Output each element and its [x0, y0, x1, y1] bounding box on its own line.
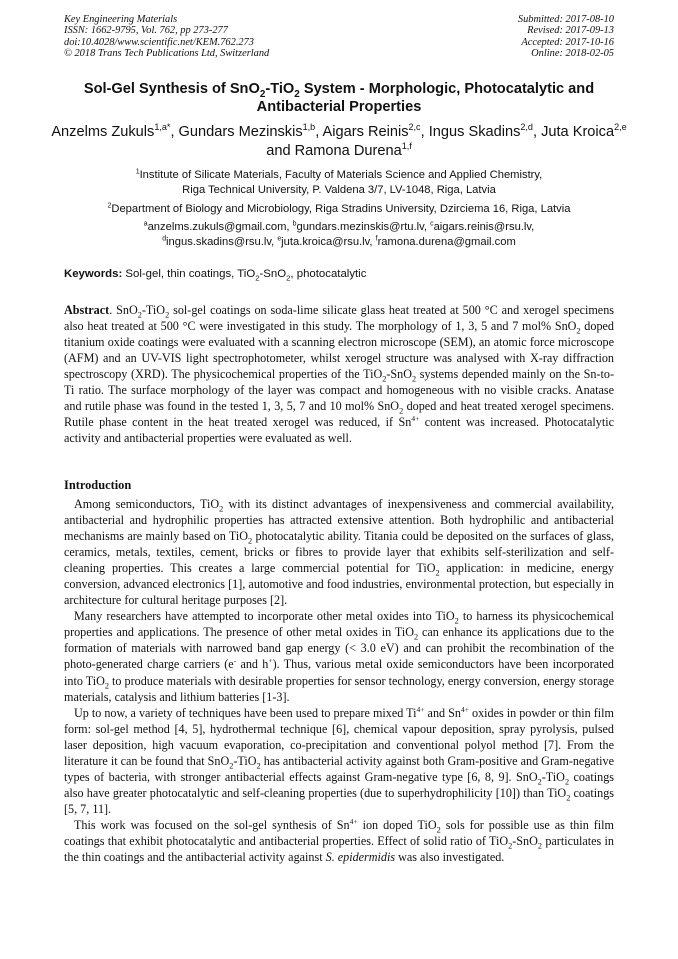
- paragraph: This work was focused on the sol-gel synthesis of $Sn^{4+}$ ion doped TiO$_2$ sols for possible use as thin film coatings that exhibit photocatalytic and antibacterial properties. Effect of solid ratio of TiO$_2$-SnO$_2$ particulates in the thin coatings and the antibacterial activity against S. epidermidis was also investigated.: [64, 816, 615, 865]
- publication-dates: [518, 14, 614, 59]
- online-date: Online: 2018-02-05: [531, 47, 614, 59]
- author: Ingus Skadins: [428, 124, 521, 140]
- author: Aigars Reinis: [322, 124, 409, 140]
- paper-title: Sol-Gel Synthesis of SnO$_2$-TiO$_2$ System - Morphologic, Photocatalytic and Antibacterial Properties: [83, 81, 595, 115]
- paragraph: Many researchers have attempted to incorporate other metal oxides into TiO$_2$ to harness its physicochemical properties and applications. The presence of other metal oxides in TiO$_2$ can enhance its applications due to the formation of materials with narrowed band gap energy (< 3.0 eV) and can prohibit the recombination of the photo-generated charge carriers (e- and h+). Thus, various metal oxide semiconductors have been incorporated into TiO$_2$ to produce materials with desirable properties for sensor technology, energy conversion, energy storage materials, catalysis and lithium batteries [1-3].: [64, 609, 614, 704]
- journal-info: [64, 14, 269, 59]
- affiliation-2: $^2$Department of Biology and Microbiology, Riga Stradins University, Dzirciema 16, Riga, Latvia: [107, 202, 571, 215]
- email-link[interactable]: ramona.durena@gmail.com: [377, 236, 516, 248]
- paragraph: Among semiconductors, TiO$_2$ with its distinct advantages of inexpensiveness and commercial availability, antibacterial and hydrophilic properties has attracted extensive attention. Both hydrophilic and antibacterial mechanisms are mainly based on TiO$_2$ photocatalytic ability. Titania could be deposited on the surfaces of glass, ceramics, metals, textiles, cement, bricks or fibres to provide layer that exhibits self-sterilization and self-cleaning properties. This creates a large commercial potential for TiO$_2$ application: in medicine, energy conversion, advanced electronics [1], automotive and food industries, environmental protection, but especially in architecture for cultural heritage purposes [2].: [64, 497, 614, 608]
- email-link[interactable]: aigars.reinis@rsu.lv: [433, 221, 532, 233]
- author-emails: $^a$anzelms.zukuls@gmail.com, $^b$gundars.mezinskis@rtu.lv, $^c$aigars.reinis@rsu.lv, $^d$ingus.skadins@rsu.lv, $^e$juta.kroica@rsu.lv, $^f$ramona.durena@gmail.com: [143, 220, 535, 248]
- introduction-body: [64, 496, 614, 865]
- section-heading: Introduction: [64, 478, 132, 492]
- species-name: S. epidermidis: [325, 850, 396, 865]
- accepted-date: Accepted: 2017-10-16: [521, 36, 614, 48]
- email-link[interactable]: juta.kroica@rsu.lv: [281, 236, 370, 248]
- author: Gundars Mezinskis: [178, 124, 303, 140]
- keywords-label: Keywords:: [64, 268, 123, 280]
- author-list: Anzelms Zukuls$^{1,a*}$, Gundars Mezinskis$^{1,b}$, Aigars Reinis$^{2,c}$, Ingus Skadins$^{2,d}$, Juta Kroica$^{2,e}$ and Ramona Durena$^{1,f}$: [51, 122, 627, 159]
- copyright: © 2018 Trans Tech Publications Ltd, Switzerland: [64, 47, 270, 59]
- doi: doi:10.4028/www.scientific.net/KEM.762.273: [64, 36, 254, 48]
- email-link[interactable]: gundars.mezinskis@rtu.lv: [296, 221, 424, 233]
- revised-date: Revised: 2017-09-13: [527, 25, 614, 37]
- affiliation-1: $^1$Institute of Silicate Materials, Faculty of Materials Science and Applied Chemistry, Riga Technical University, P. Valdena 3/7, LV-1048, Riga, Latvia: [135, 168, 543, 196]
- email-link[interactable]: anzelms.zukuls@gmail.com: [147, 221, 287, 233]
- abstract-label: Abstract: [64, 303, 110, 317]
- author: Juta Kroica: [541, 124, 615, 140]
- journal-name: Key Engineering Materials: [64, 14, 178, 25]
- abstract: Abstract. SnO$_2$-TiO$_2$ sol-gel coatings on soda-lime silicate glass heat treated at 500 °C and xerogel specimens also heat treated at 500 °C were investigated in this study. The morphology of 1, 3, 5 and 7 mol% SnO$_2$ doped titanium oxide coatings were evaluated with a scanning electron microscope (SEM), an atomic force microscope (AFM) and an UV-VIS light spectrophotometer, whilst xerogel structure was analysed with X-ray diffraction spectroscopy (XRD). The physicochemical properties of the TiO$_2$-SnO$_2$ systems depended mainly on the Sn-to-Ti ratio. The surface morphology of the layer was compact and homogeneous with no visible cracks. Anatase and rutile phase was found in the tested 1, 3, 5, 7 and 10 mol% SnO$_2$ doped and heat treated xerogel specimens. Rutile phase content in the heat treated xerogel was reduced, if $Sn^{4+}$ content was increased. Photocatalytic activity and antibacterial properties were evaluated as well.: [64, 303, 614, 446]
- email-link[interactable]: ingus.skadins@rsu.lv: [166, 236, 272, 248]
- issn: ISSN: 1662-9795, Vol. 762, pp 273-277: [64, 25, 228, 37]
- submitted-date: Submitted: 2017-08-10: [517, 14, 614, 25]
- author: Ramona Durena: [294, 143, 402, 159]
- keywords: Keywords: Sol-gel, thin coatings, TiO$_2$-SnO$_2$, photocatalytic: [64, 268, 367, 283]
- author: Anzelms Zukuls: [51, 124, 155, 140]
- paragraph: Up to now, a variety of techniques have been used to prepare mixed $Ti^{4+}$ and $Sn^{4+}$ oxides in powder or thin film form: sol-gel method [4, 5], hydrothermal technique [6], chemical vapour deposition, spray pyrolysis, pulsed laser deposition, high vacuum evaporation, co-precipitation and conventional polyol method [7]. From the literature it can be found that SnO$_2$-TiO$_2$ has antibacterial activity against both Gram-positive and Gram-negative types of bacteria, with stronger antibacterial effects against Gram-negative type [6, 8, 9]. SnO$_2$-TiO$_2$ coatings also have greater photocatalytic and self-cleaning properties (due to superhydrophilicity [10]) than TiO$_2$ coatings [5, 7, 11].: [64, 704, 614, 816]
